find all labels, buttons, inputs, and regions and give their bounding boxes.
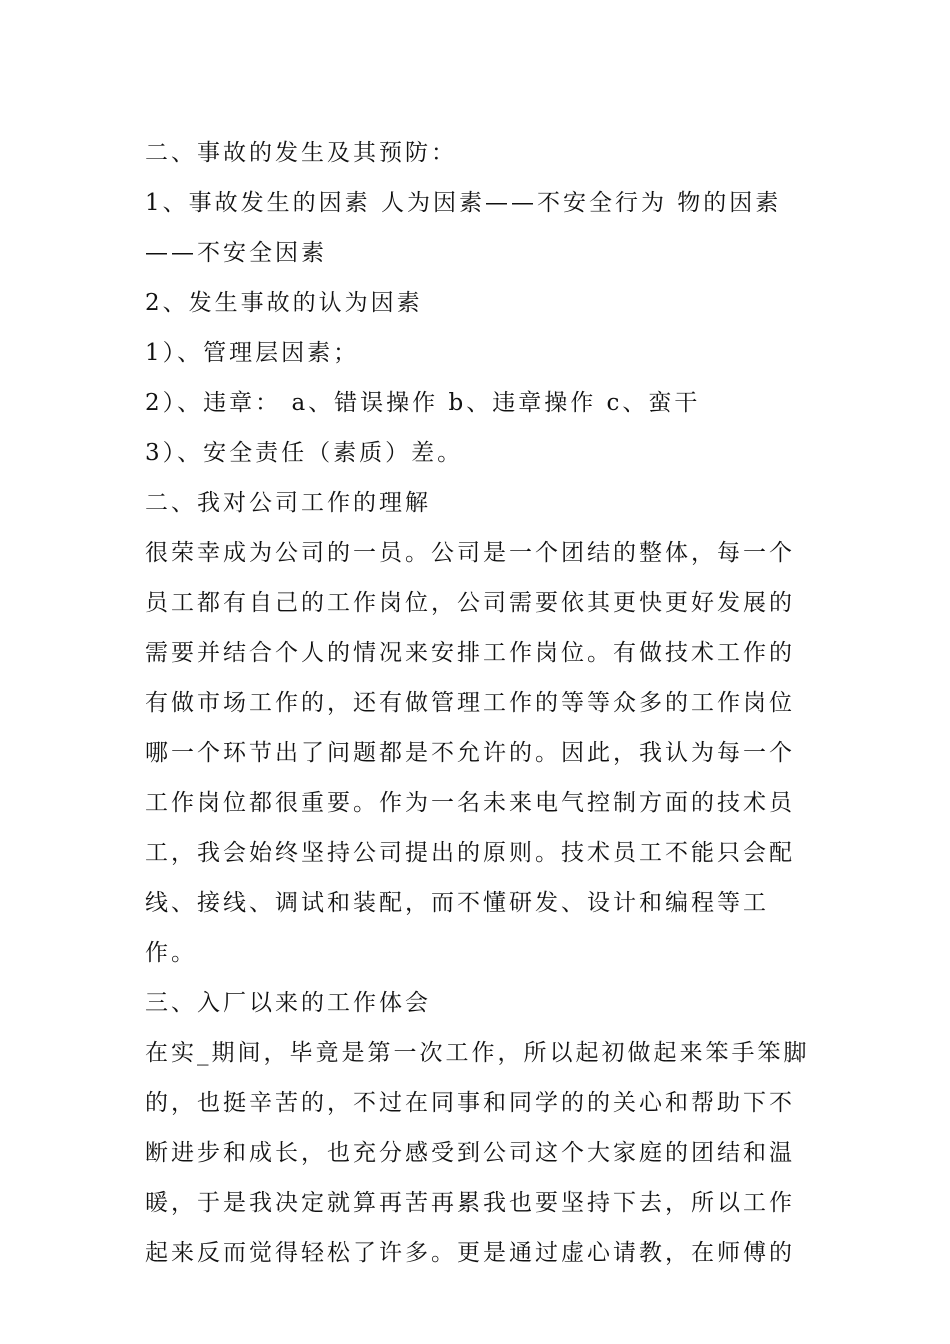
paragraph-accident-factors: 1、事故发生的因素 人为因素——不安全行为 物的因素——不安全因素 [145,190,782,266]
paragraph-safety-responsibility: 3）、安全责任（素质）差。 [145,440,464,466]
paragraph-company-understanding: 很荣幸成为公司的一员。公司是一个团结的整体，每一个员工都有自己的工作岗位，公司需要依其更快更好发展的需要并结合个人的情况来安排工作岗位。有做技术工作的有做市场工作的，还有做管理工作的等等众多的工作岗位哪一个环节出了问题都是不允许的。因此，我认为每一个工作岗位都很重要。作为一名未来电气控制方面的技术员工，我会始终坚持公司提出的原则。技术员工不能只会配线、接线、调试和装配，而不懂研发、设计和编程等工作。 [145,540,795,966]
heading-company-understanding: 二、我对公司工作的理解 [145,490,431,516]
document-body [145,128,810,1278]
paragraph-violations: 2）、违章： a、错误操作 b、违章操作 c、蛮干 [145,390,701,416]
paragraph-work-experience: 在实_期间，毕竟是第一次工作，所以起初做起来笨手笨脚的，也挺辛苦的，不过在同事和同学的的关心和帮助下不断进步和成长，也充分感受到公司这个大家庭的团结和温暖，于是我决定就算再苦再累我也要坚持下去，所以工作起来反而觉得轻松了许多。更是通过虚心请教，在师傅的 [145,1040,810,1266]
heading-accident-prevention: 二、事故的发生及其预防： [145,140,457,166]
paragraph-management-factors: 1）、管理层因素； [145,340,360,366]
paragraph-human-factors: 2、发生事故的认为因素 [145,290,423,316]
heading-work-experience: 三、入厂以来的工作体会 [145,990,431,1016]
